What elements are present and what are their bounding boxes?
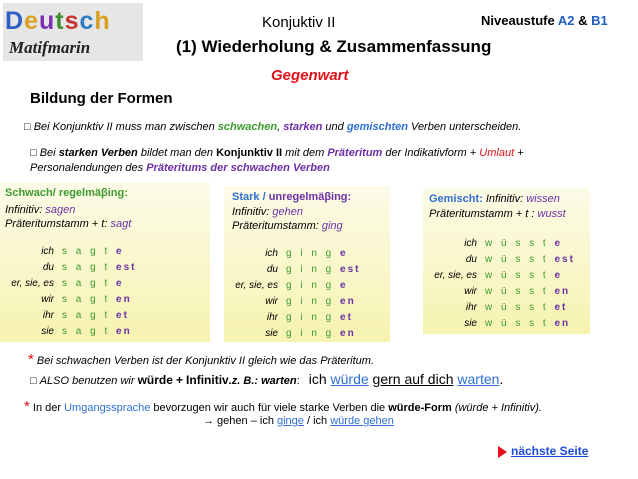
pronoun: sie [265, 328, 278, 339]
verb-form [286, 326, 356, 342]
verb-ending: e [554, 270, 563, 281]
asterisk: * [28, 351, 34, 368]
verb-stem: g i n g [286, 296, 341, 307]
stamm-value: sagt [110, 218, 132, 230]
section-bildung: Bildung der Formen [30, 90, 173, 107]
conjugation-row [224, 262, 360, 278]
intro-text: Bei Konjunktiv II muss man zwischen [33, 121, 215, 133]
verb-form [485, 236, 562, 252]
plus: + [175, 373, 183, 387]
term-wuerde-form: würde-Form [388, 402, 452, 414]
inf-label: Infinitiv: [485, 193, 524, 205]
level-indicator [481, 13, 608, 28]
term-umlaut: Umlaut [479, 147, 515, 159]
ex-ich: ich [308, 371, 327, 387]
level-label: Niveaustufe [481, 13, 555, 28]
pronoun: er, sie, es [235, 280, 278, 291]
term-infinitiv: Infinitiv [186, 373, 229, 387]
term-praeteritum: Präteritum [327, 147, 383, 159]
verb-ending: et [554, 302, 568, 313]
head-gemischt: Gemischt: [429, 193, 483, 205]
verb-ending: est [116, 262, 137, 273]
pronoun: du [42, 262, 54, 273]
checkbox-glyph: □ [24, 121, 31, 133]
inf-value: wissen [526, 193, 560, 205]
rule-starke-verben [30, 146, 524, 176]
note-text: ALSO benutzen wir [39, 375, 135, 387]
logo-letter: u [38, 7, 56, 35]
conjugation-gemischt [423, 236, 575, 332]
example-verb: warten [261, 375, 297, 387]
term-stark: starken [283, 121, 323, 133]
panel-gemischt [423, 188, 590, 334]
level-b1: B1 [591, 13, 608, 28]
verb-stem: s a g t [62, 278, 117, 289]
plus: + [517, 147, 524, 159]
intro-line [24, 121, 521, 133]
example-sentence [309, 371, 504, 387]
logo [3, 3, 143, 61]
verb-ending: et [116, 310, 129, 321]
example-text: → gehen – ich [203, 415, 274, 427]
panel-stark-stamm [232, 219, 343, 233]
pronoun: er, sie, es [434, 270, 477, 281]
colon: : [296, 375, 300, 387]
logo-letter: e [24, 7, 39, 35]
note-text: Bei schwachen Verben ist [36, 355, 164, 367]
verb-ending: est [340, 264, 361, 275]
verb-ending: est [554, 254, 575, 265]
term-konjunktiv: Konjunktiv II [216, 147, 283, 159]
conjugation-row [423, 268, 575, 284]
head-stark: Stark / [232, 191, 269, 203]
conjugation-row [0, 324, 136, 340]
panel-schwach-head [5, 186, 128, 200]
stamm-label: Präteritumstamm + t: [5, 218, 108, 230]
verb-stem: w ü s s t [485, 254, 555, 265]
logo-letter: c [79, 7, 95, 35]
verb-ending: e [554, 238, 563, 249]
pronoun: ihr [266, 312, 278, 323]
verb-stem: w ü s s t [485, 270, 555, 281]
verb-stem: s a g t [62, 246, 117, 257]
conjugation-row [224, 310, 360, 326]
word-und: und [325, 121, 344, 133]
conjugation-row [224, 326, 360, 342]
verb-form [62, 244, 124, 260]
inf-value: gehen [272, 206, 303, 218]
conjugation-row [423, 252, 575, 268]
head-unregelmaessig: unregelmäβing: [268, 191, 352, 203]
conjugation-schwach [0, 244, 136, 340]
verb-form [62, 292, 132, 308]
example-ginge: ginge [277, 415, 304, 427]
verb-stem: s a g t [62, 262, 117, 273]
intro-text-end: Verben unterscheiden. [411, 121, 522, 133]
conjugation-row [423, 316, 575, 332]
plus: + [469, 147, 477, 159]
checkbox-glyph: □ [30, 147, 37, 159]
rule-text: der Indikativform [385, 147, 467, 159]
pronoun: ihr [42, 310, 54, 321]
verb-form [62, 308, 129, 324]
panel-schwach [0, 182, 210, 342]
next-page-link[interactable] [498, 444, 588, 458]
note-text: der Konjunktiv II gleich wie das Präteritum. [166, 355, 375, 367]
page-subtitle: (1) Wiederholung & Zusammenfassung [176, 37, 492, 56]
rule-text: bildet man den [140, 147, 213, 159]
example-wuerde-gehen: würde gehen [330, 415, 394, 427]
conjugation-row [224, 278, 360, 294]
pronoun: ich [41, 246, 54, 257]
term-umgangssprache: Umgangssprache [64, 402, 151, 414]
verb-form [286, 310, 353, 326]
verb-stem: w ü s s t [485, 318, 555, 329]
verb-stem: w ü s s t [485, 238, 555, 249]
verb-stem: g i n g [286, 312, 341, 323]
verb-form [62, 260, 136, 276]
conjugation-row [0, 260, 136, 276]
ex-middle: gern auf dich [372, 371, 454, 387]
verb-ending: e [116, 278, 124, 289]
verb-ending: en [116, 294, 132, 305]
panel-schwach-stamm [5, 217, 131, 231]
verb-stem: g i n g [286, 328, 341, 339]
verb-ending: en [554, 286, 571, 297]
level-amp: & [578, 13, 588, 28]
pronoun: sie [464, 318, 477, 329]
conjugation-row [0, 292, 136, 308]
conjugation-row [0, 244, 136, 260]
verb-stem: s a g t [62, 310, 117, 321]
verb-stem: w ü s s t [485, 286, 555, 297]
note-text: bevorzugen wir auch für viele starke Verben die [153, 402, 386, 414]
note-text: (würde + Infinitiv). [454, 402, 542, 414]
verb-stem: s a g t [62, 294, 117, 305]
verb-stem: g i n g [286, 248, 341, 259]
comma: , [277, 121, 281, 133]
zb: .z. B.: [228, 375, 259, 387]
conjugation-row [224, 294, 360, 310]
verb-form [286, 246, 348, 262]
verb-form [485, 300, 567, 316]
stamm-label: Präteritumstamm: [232, 220, 319, 232]
pronoun: wir [41, 294, 54, 305]
logo-letter: D [5, 7, 25, 35]
verb-form [62, 324, 132, 340]
verb-stem: w ü s s t [485, 302, 555, 313]
rule-text: Personalendungen des [30, 162, 144, 174]
pronoun: wir [464, 286, 477, 297]
head-regelmaessig: regelmäβing: [58, 187, 128, 199]
inf-label: Infinitiv: [232, 206, 270, 218]
conjugation-row [224, 246, 360, 262]
ex-wuerde: würde [330, 371, 369, 387]
conjugation-stark [224, 246, 360, 342]
panel-schwach-inf [5, 203, 75, 217]
ex-warten: warten [457, 371, 500, 387]
stamm-value: wusst [537, 208, 566, 220]
logo-letter: t [55, 7, 65, 35]
next-page-label: nächste Seite [511, 444, 589, 458]
panel-gemischt-head [429, 192, 560, 206]
logo-letter: h [94, 7, 111, 35]
verb-ending: et [340, 312, 353, 323]
conjugation-row [423, 284, 575, 300]
head-schwach: Schwach/ [5, 187, 56, 199]
pronoun: ich [265, 248, 278, 259]
example-text: / ich [306, 415, 328, 427]
verb-ending: en [116, 326, 132, 337]
term-starke-verben: starken Verben [58, 147, 138, 159]
term-gemischt: gemischten [346, 121, 408, 133]
logo-subtitle: Matifmarin [9, 38, 91, 57]
pronoun: wir [265, 296, 278, 307]
conjugation-row [423, 236, 575, 252]
verb-form [62, 276, 124, 292]
verb-ending: en [554, 318, 571, 329]
panel-stark-head [232, 190, 351, 204]
play-arrow-icon [498, 446, 507, 458]
level-a2: A2 [557, 13, 575, 28]
asterisk: * [24, 398, 30, 415]
term-wuerde: würde [137, 373, 173, 387]
verb-form [485, 316, 570, 332]
logo-wordmark [5, 7, 111, 36]
verb-form [286, 294, 356, 310]
note-text: In der [32, 402, 62, 414]
rule-text: Bei [39, 147, 56, 159]
verb-form [286, 262, 360, 278]
inf-value: sagen [45, 204, 76, 216]
verb-ending: en [340, 328, 356, 339]
verb-stem: s a g t [62, 326, 117, 337]
note-umgangssprache [24, 398, 542, 415]
verb-stem: g i n g [286, 264, 341, 275]
pronoun: du [465, 254, 477, 265]
panel-stark-inf [232, 205, 303, 219]
inf-label: Infinitiv: [5, 204, 43, 216]
conjugation-row [423, 300, 575, 316]
pronoun: ich [464, 238, 477, 249]
verb-ending: e [116, 246, 124, 257]
pronoun: er, sie, es [11, 278, 54, 289]
logo-letter: s [64, 7, 80, 35]
checkbox-glyph: □ [30, 375, 37, 387]
verb-form [286, 278, 348, 294]
note-schwach [28, 351, 374, 368]
pronoun: sie [41, 326, 54, 337]
verb-ending: e [340, 248, 348, 259]
verb-ending: e [340, 280, 348, 291]
verb-form [485, 268, 562, 284]
note-example [203, 415, 394, 427]
stamm-label: Präteritumstamm + t : [429, 208, 535, 220]
rule-text: mit dem [285, 147, 325, 159]
verb-form [485, 252, 575, 268]
panel-stark [224, 186, 390, 342]
pronoun: ihr [465, 302, 477, 313]
conjugation-row [0, 276, 136, 292]
section-gegenwart: Gegenwart [271, 67, 349, 84]
term-schwach: schwachen [217, 121, 278, 133]
ex-period: . [499, 371, 504, 387]
page-title: Konjuktiv II [262, 14, 336, 31]
panel-gemischt-stamm [429, 207, 566, 221]
verb-form [485, 284, 570, 300]
verb-stem: g i n g [286, 280, 341, 291]
stamm-value: ging [321, 220, 343, 232]
pronoun: du [266, 264, 278, 275]
verb-ending: en [340, 296, 356, 307]
conjugation-row [0, 308, 136, 324]
note-also [30, 371, 503, 387]
term-praet-schwach: Präteritums der schwachen Verben [146, 162, 330, 174]
